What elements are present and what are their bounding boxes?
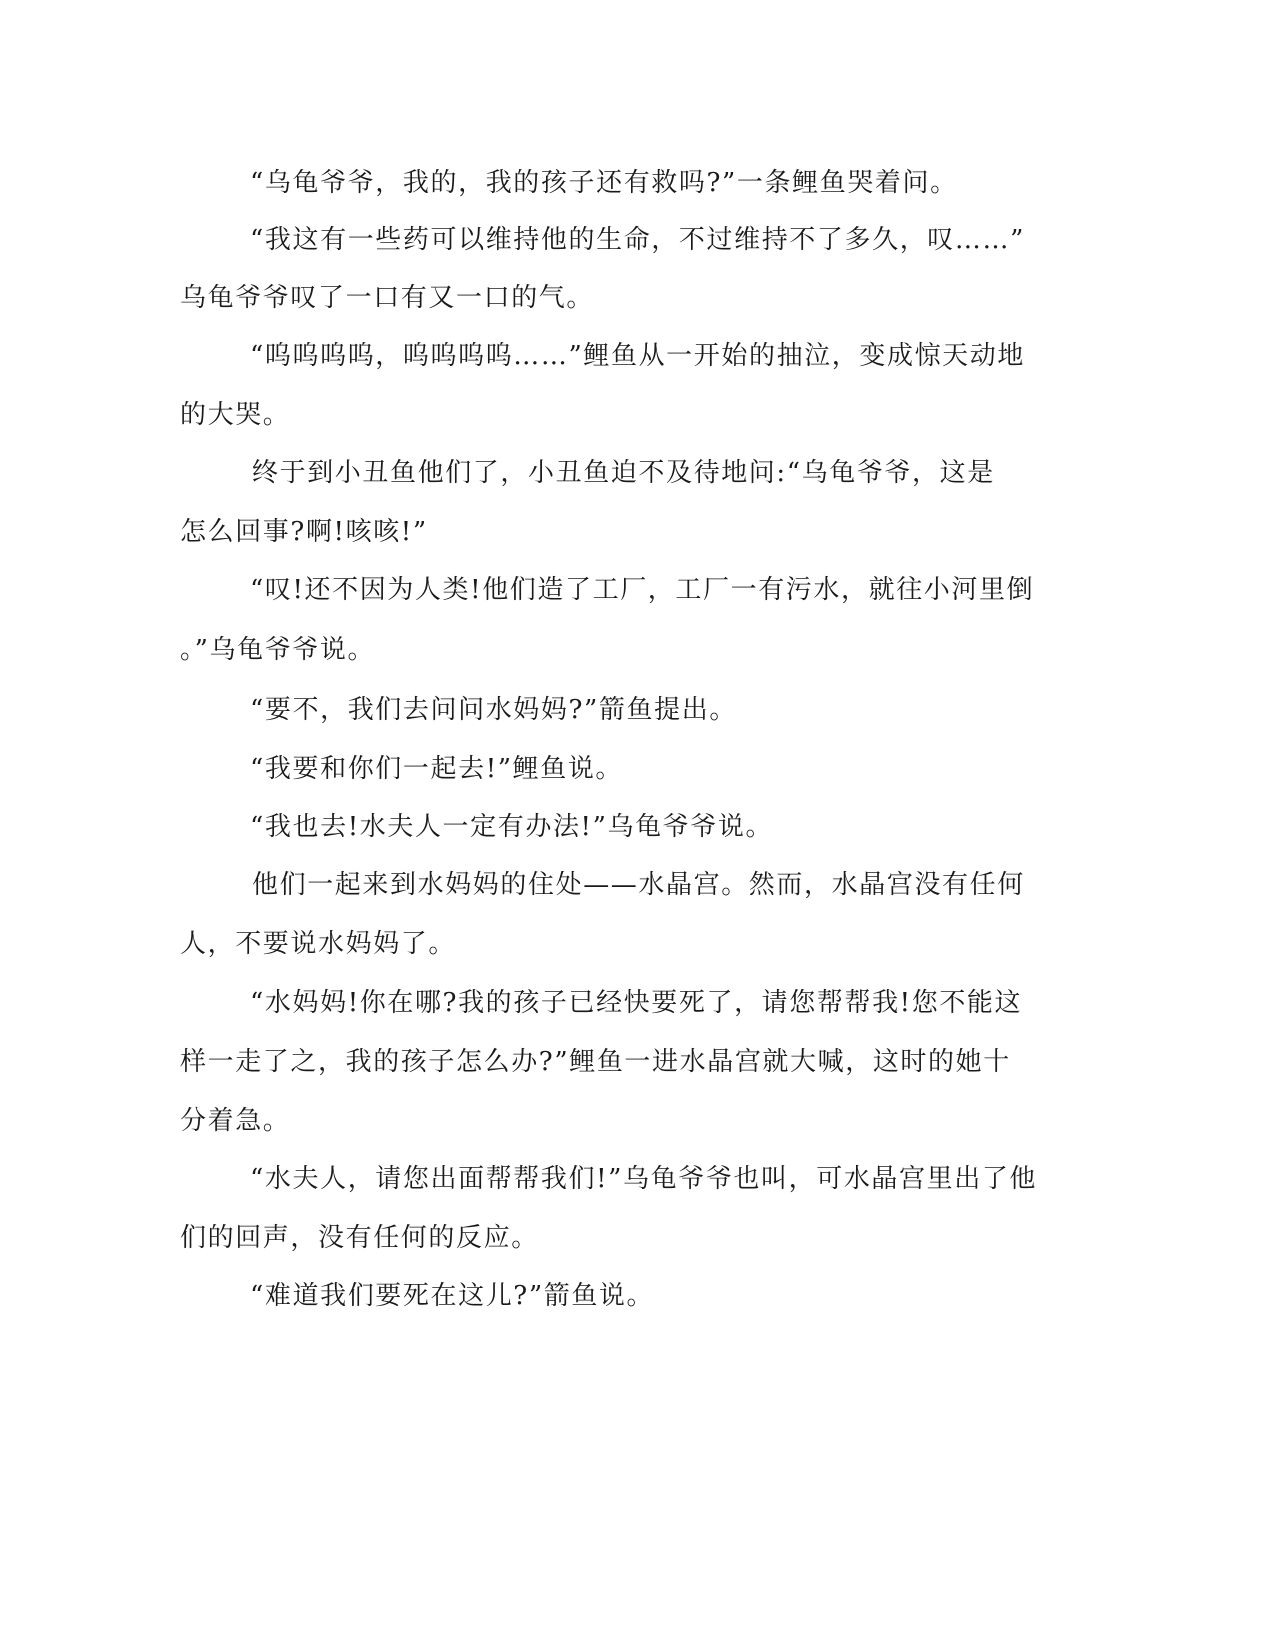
text-line: “水夫人，请您出面帮帮我们!”乌龟爷爷也叫，可水晶宫里出了他	[250, 1164, 1038, 1194]
text-line: 人，不要说水妈妈了。	[180, 929, 457, 959]
text-line: 的大哭。	[180, 400, 291, 430]
text-line: 他们一起来到水妈妈的住处——水晶宫。然而，水晶宫没有任何	[252, 870, 1025, 900]
text-line: 乌龟爷爷叹了一口有又一口的气。	[180, 283, 595, 313]
text-line: 终于到小丑鱼他们了，小丑鱼迫不及待地问:“乌龟爷爷，这是	[252, 458, 995, 488]
text-line: “我要和你们一起去!”鲤鱼说。	[250, 754, 624, 784]
text-line: “我也去!水夫人一定有办法!”乌龟爷爷说。	[250, 812, 774, 842]
text-line: “呜呜呜呜，呜呜呜呜……”鲤鱼从一开始的抽泣，变成惊天动地	[250, 341, 1025, 371]
text-line: “水妈妈!你在哪?我的孩子已经快要死了，请您帮帮我!您不能这	[250, 988, 1023, 1018]
text-line: “我这有一些药可以维持他的生命，不过维持不了多久，叹……”	[250, 225, 1025, 255]
text-line: 们的回声，没有任何的反应。	[180, 1223, 539, 1253]
text-line: 分着急。	[180, 1106, 291, 1136]
text-line: 样一走了之，我的孩子怎么办?”鲤鱼一进水晶宫就大喊，这时的她十	[180, 1047, 1011, 1077]
text-line: 怎么回事?啊!咳咳!”	[180, 517, 428, 547]
text-line: “乌龟爷爷，我的，我的孩子还有救吗?”一条鲤鱼哭着问。	[250, 168, 958, 198]
text-line: “叹!还不因为人类!他们造了工厂，工厂一有污水，就往小河里倒	[250, 575, 1035, 605]
text-line: “难道我们要死在这儿?”箭鱼说。	[250, 1281, 655, 1311]
text-line: 。”乌龟爷爷说。	[180, 635, 376, 665]
text-line: “要不，我们去问问水妈妈?”箭鱼提出。	[250, 695, 737, 725]
